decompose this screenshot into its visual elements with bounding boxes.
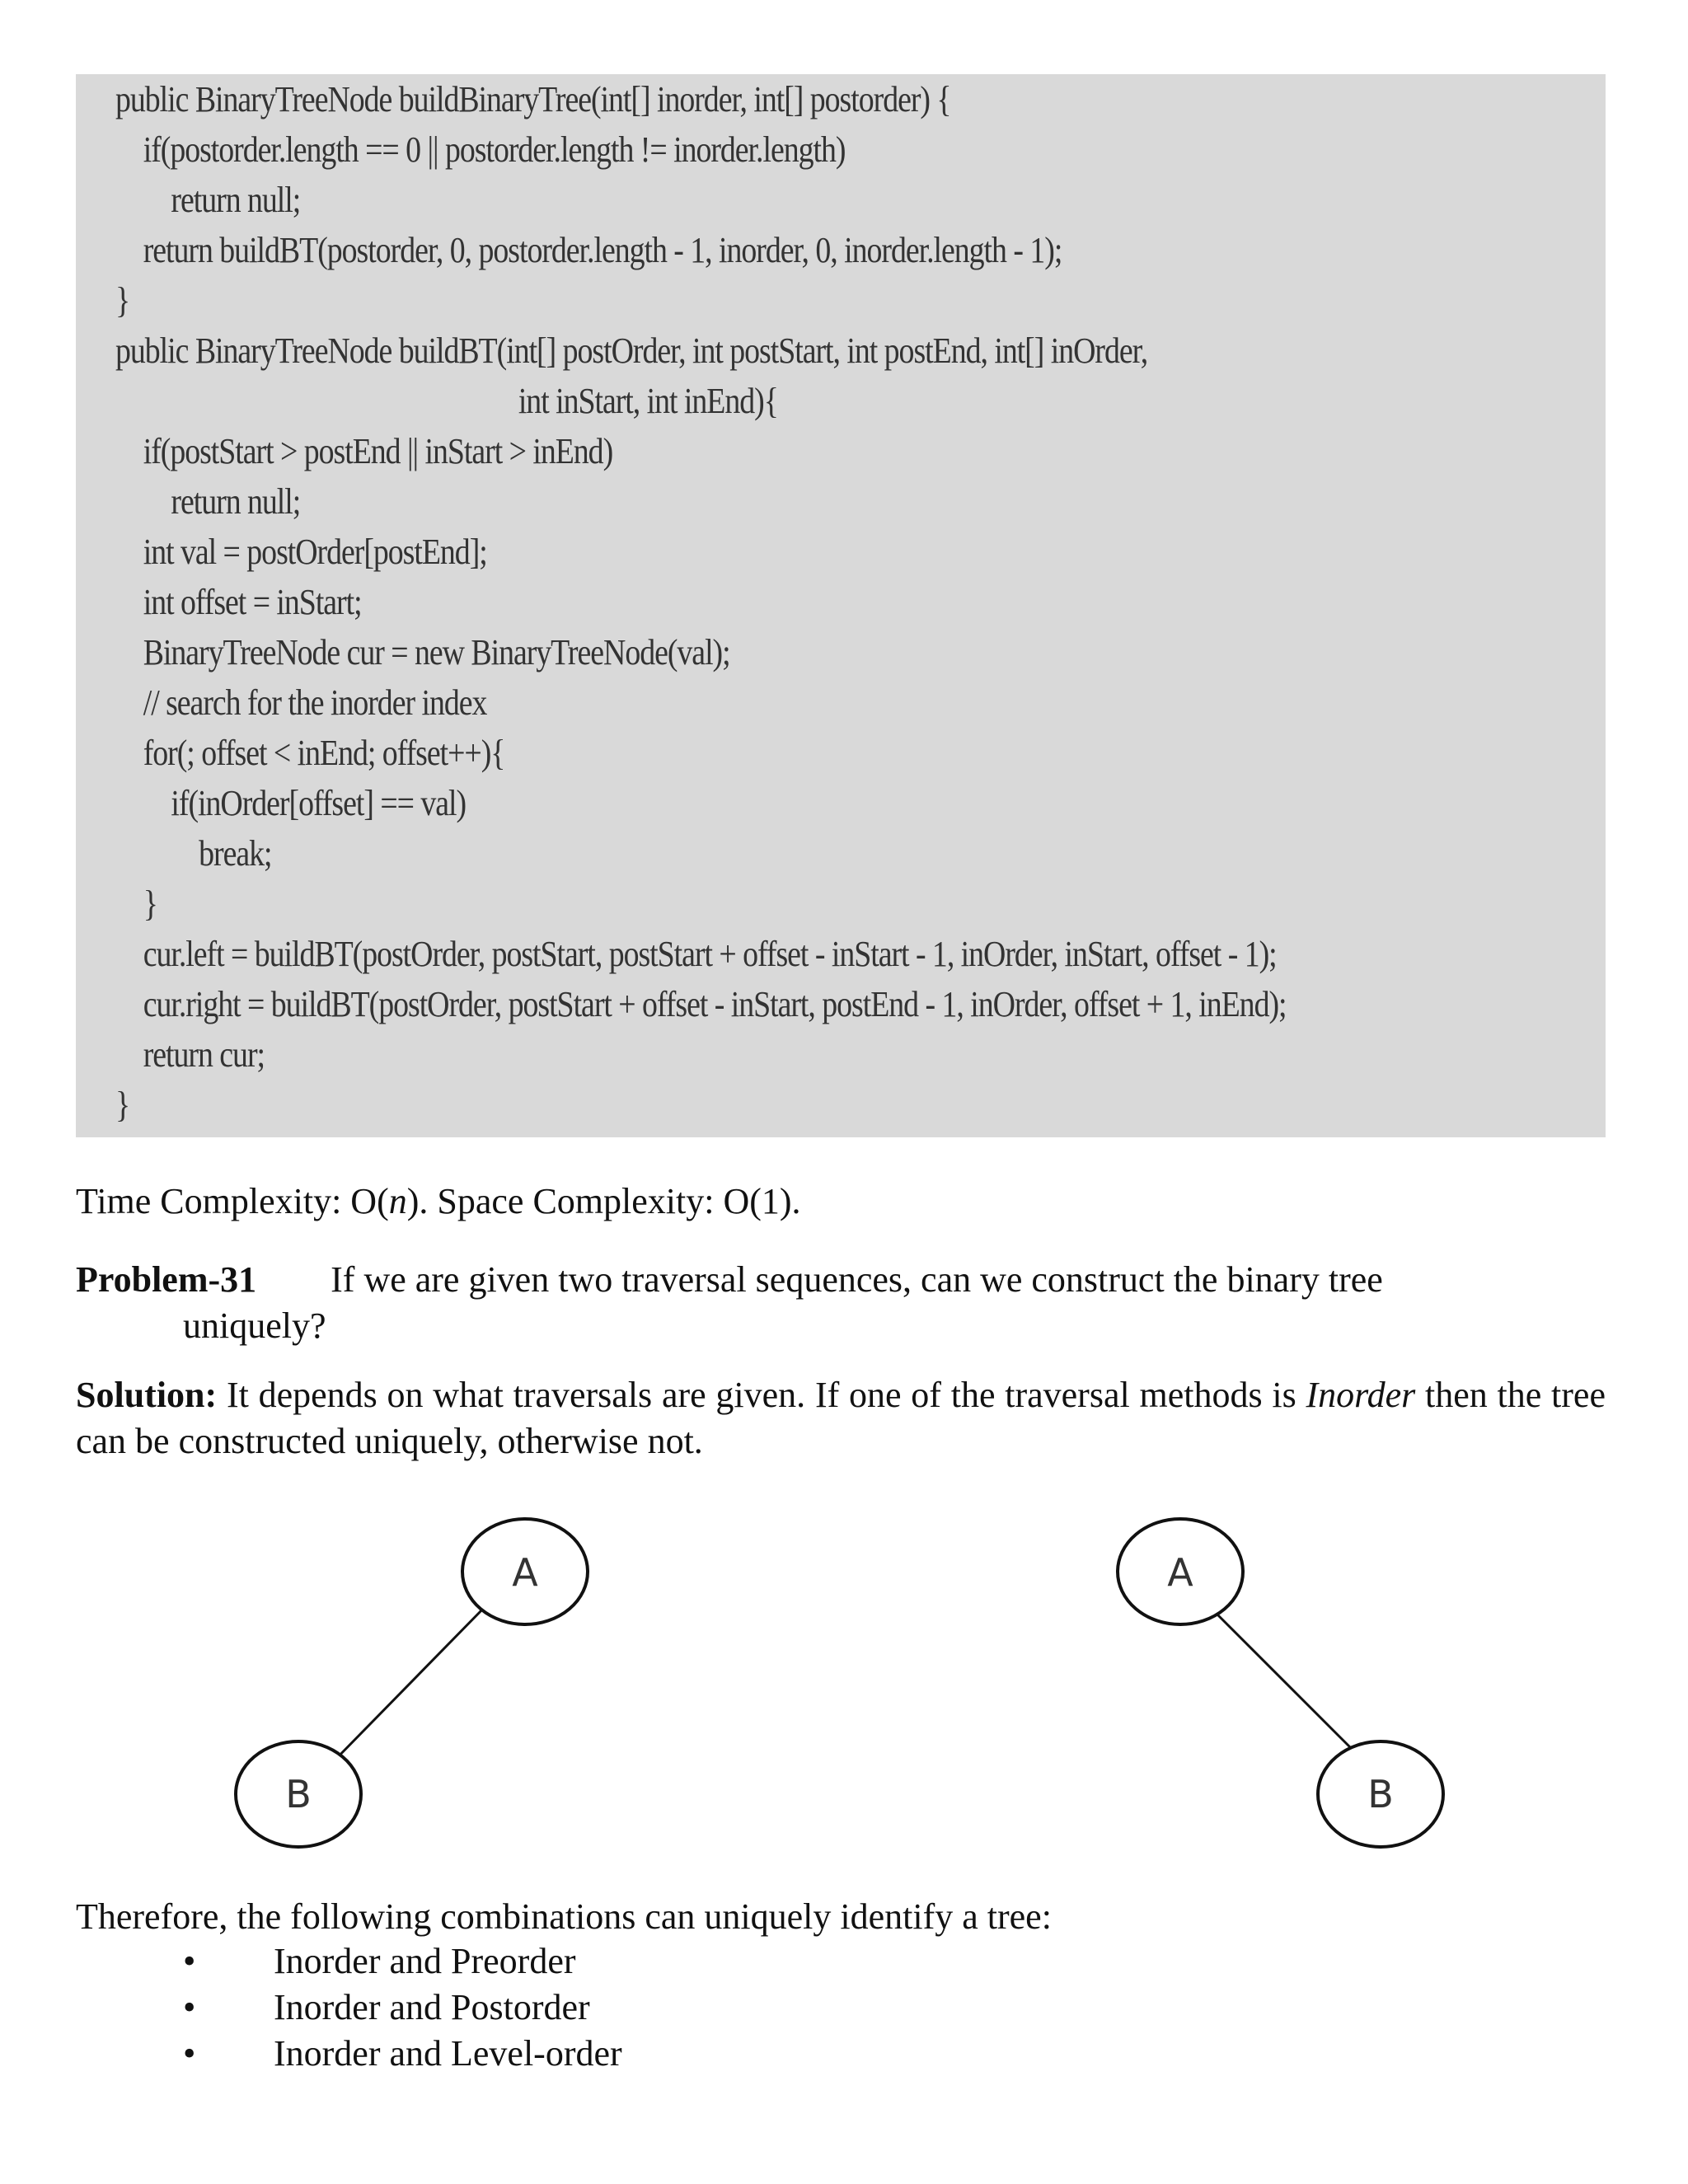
code-line: } [115, 1085, 130, 1125]
right-tree-child-label: B [1367, 1772, 1394, 1816]
list-item-text: Inorder and Preorder [274, 1941, 576, 1981]
code-line: return null; [115, 481, 301, 522]
right-tree-root-label: A [1167, 1550, 1193, 1595]
binary-tree-diagram [0, 1483, 1688, 1863]
list-item [76, 1985, 622, 2031]
problem-text-line2: uniquely? [183, 1305, 326, 1346]
left-tree-child-label: B [285, 1772, 312, 1816]
code-line: break; [115, 833, 272, 874]
code-line: cur.left = buildBT(postOrder, postStart, postStart + offset - inStart - 1, inOrder, inStart, offset - 1); [115, 934, 1277, 974]
code-line: } [115, 280, 130, 321]
bullet-icon: • [183, 1987, 196, 2027]
left-tree-root-label: A [512, 1550, 538, 1595]
code-line: int val = postOrder[postEnd]; [115, 532, 487, 572]
combinations-list [76, 1938, 622, 2077]
left-tree-edge [330, 1607, 485, 1765]
complexity-statement [76, 1179, 1606, 1225]
code-line: BinaryTreeNode cur = new BinaryTreeNode(val); [115, 632, 730, 673]
problem-statement [76, 1257, 1606, 1349]
list-item [76, 1938, 622, 1985]
problem-label: Problem-31 [76, 1259, 257, 1300]
code-line: // search for the inorder index [115, 682, 487, 723]
right-tree-edge [1217, 1614, 1354, 1751]
code-line: public BinaryTreeNode buildBinaryTree(int[] inorder, int[] postorder) { [115, 79, 951, 120]
code-line: } [115, 883, 157, 924]
code-line: public BinaryTreeNode buildBT(int[] postOrder, int postStart, int postEnd, int[] inOrder, [115, 330, 1148, 371]
therefore-statement: Therefore, the following combinations can uniquely identify a tree: [76, 1896, 1052, 1937]
bullet-icon: • [183, 2033, 196, 2074]
code-line: if(postorder.length == 0 || postorder.length != inorder.length) [115, 129, 846, 170]
complexity-n: n [388, 1181, 407, 1221]
solution-text-after: then the tree can be constructed uniquely, otherwise not. [76, 1375, 1606, 1461]
list-item-text: Inorder and Level-order [274, 2033, 622, 2074]
right-tree [1118, 1519, 1443, 1847]
complexity-after: ). Space Complexity: O(1). [406, 1181, 801, 1221]
code-line: cur.right = buildBT(postOrder, postStart + offset - inStart, postEnd - 1, inOrder, offset + 1, inEnd); [115, 984, 1287, 1024]
solution-label: Solution: [76, 1375, 218, 1415]
code-line: if(postStart > postEnd || inStart > inEnd) [115, 431, 613, 471]
code-line: if(inOrder[offset] == val) [115, 783, 467, 823]
solution-text-before: It depends on what traversals are given. If one of the traversal methods is [217, 1375, 1306, 1415]
code-line: return null; [115, 180, 301, 220]
code-line: return buildBT(postorder, 0, postorder.length - 1, inorder, 0, inorder.length - 1); [115, 230, 1062, 270]
list-item [76, 2031, 622, 2077]
code-line: int offset = inStart; [115, 582, 362, 622]
code-line: return cur; [115, 1034, 265, 1075]
list-item-text: Inorder and Postorder [274, 1987, 590, 2027]
solution-italic: Inorder [1306, 1375, 1416, 1415]
complexity-before: Time Complexity: O( [76, 1181, 389, 1221]
code-block [76, 74, 1606, 1137]
code-line: for(; offset < inEnd; offset++){ [115, 733, 505, 773]
bullet-icon: • [183, 1941, 196, 1981]
solution-paragraph [76, 1372, 1606, 1465]
problem-text-line1: If we are given two traversal sequences, can we construct the binary tree [331, 1259, 1383, 1300]
code-line: int inStart, int inEnd){ [115, 381, 778, 421]
left-tree [236, 1519, 588, 1847]
